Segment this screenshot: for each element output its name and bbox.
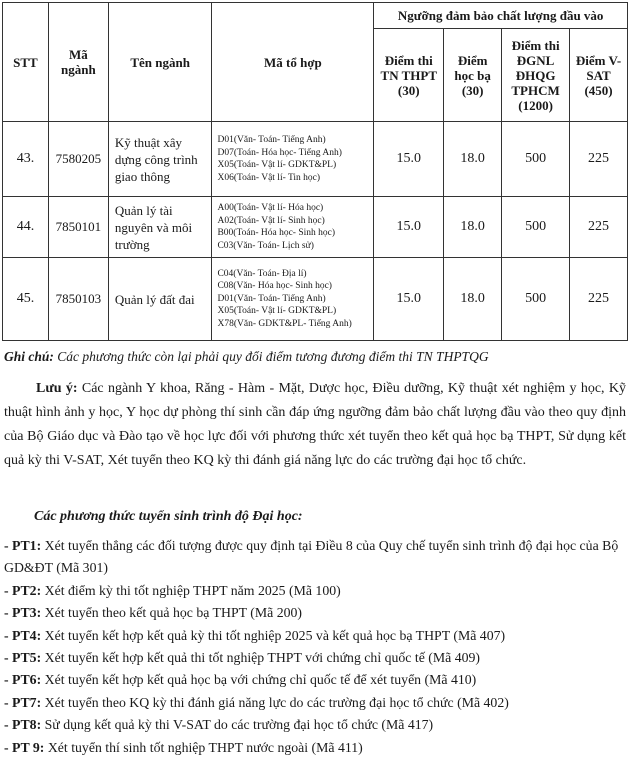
row-stt: 43.	[3, 122, 49, 197]
row-diem-dgnl: 500	[502, 258, 570, 341]
list-item	[4, 692, 630, 714]
table-row	[3, 122, 628, 197]
row-diem-tn: 15.0	[374, 122, 444, 197]
row-ma-nganh: 7850101	[48, 197, 108, 258]
method-text: Xét tuyển kết hợp kết quả kỳ thi tốt nghiệp 2025 và kết quả học bạ THPT (Mã 407)	[41, 627, 506, 643]
row-diem-vsat: 225	[570, 197, 628, 258]
method-text: Xét tuyển thí sinh tốt nghiệp THPT nước ngoài (Mã 411)	[44, 739, 363, 755]
combo-item: B00(Toán- Hóa học- Sinh học)	[217, 228, 335, 238]
header-ma-to-hop: Mã tổ hợp	[212, 3, 374, 122]
row-diem-tn: 15.0	[374, 197, 444, 258]
method-text: Xét tuyển theo kết quả học bạ THPT (Mã 200)	[41, 605, 302, 621]
luu-y-label: Lưu ý:	[36, 381, 78, 396]
header-diem-hoc-ba: Điểm học bạ (30)	[444, 29, 502, 122]
method-label: - PT7:	[4, 694, 42, 710]
row-diem-hoc-ba: 18.0	[444, 197, 502, 258]
threshold-table	[2, 2, 628, 341]
row-ma-to-hop	[212, 258, 374, 341]
method-text: Xét tuyển theo KQ kỳ thi đánh giá năng lực do các trường đại học tổ chức (Mã 402)	[41, 694, 509, 710]
table-row	[3, 197, 628, 258]
combo-item: C08(Văn- Hóa học- Sinh học)	[217, 281, 332, 292]
row-ten-nganh: Kỹ thuật xây dựng công trình giao thông	[108, 122, 212, 197]
combo-item: A02(Toán- Vật lí- Sinh học)	[217, 215, 325, 226]
combo-item: C04(Văn- Toán- Địa lí)	[217, 268, 307, 279]
combo-item: X06(Toán- Vật lí- Tin học)	[217, 172, 321, 183]
header-ma-nganh: Mã ngành	[48, 3, 108, 122]
combo-item: D01(Văn- Toán- Tiếng Anh)	[217, 293, 326, 304]
list-item	[4, 580, 630, 602]
row-diem-hoc-ba: 18.0	[444, 122, 502, 197]
row-stt: 44.	[3, 197, 49, 258]
row-diem-dgnl: 500	[502, 197, 570, 258]
method-label: - PT4:	[4, 627, 42, 643]
header-group-threshold: Ngưỡng đảm bảo chất lượng đầu vào	[374, 3, 628, 29]
list-item	[4, 737, 630, 759]
method-label: - PT3:	[4, 605, 42, 621]
row-ma-nganh: 7850103	[48, 258, 108, 341]
luu-y-paragraph	[4, 377, 626, 473]
row-ten-nganh: Quản lý đất đai	[108, 258, 212, 341]
method-label: - PT8:	[4, 717, 42, 733]
row-ma-nganh: 7580205	[48, 122, 108, 197]
combo-item: D01(Văn- Toán- Tiếng Anh)	[217, 135, 326, 145]
table-row	[3, 258, 628, 341]
method-text: Xét tuyển kết hợp kết quả thi tốt nghiệp THPT với chứng chỉ quốc tế (Mã 409)	[41, 650, 481, 666]
method-text: Sử dụng kết quả kỳ thi V-SAT do các trường đại học tổ chức (Mã 417)	[41, 717, 434, 733]
note-label: Ghi chú:	[4, 349, 54, 364]
method-label: - PT2:	[4, 582, 42, 598]
combo-item: X78(Văn- GDKT&PL- Tiếng Anh)	[217, 318, 352, 329]
header-stt: STT	[3, 3, 49, 122]
list-item	[4, 647, 630, 669]
note-paragraph	[4, 349, 489, 365]
list-item	[4, 535, 630, 580]
row-ma-to-hop	[212, 197, 374, 258]
header-diem-vsat: Điểm V-SAT (450)	[570, 29, 628, 122]
methods-list	[4, 535, 630, 759]
method-text: Xét tuyển thẳng các đối tượng được quy định tại Điều 8 của Quy chế tuyển sinh trình độ đại học của Bộ GD&ĐT (Mã 301)	[4, 538, 619, 576]
header-diem-dgnl: Điểm thi ĐGNL ĐHQG TPHCM (1200)	[502, 29, 570, 122]
method-text: Xét tuyển kết hợp kết quả học bạ với chứng chỉ quốc tế để xét tuyển (Mã 410)	[41, 672, 477, 688]
row-diem-hoc-ba: 18.0	[444, 258, 502, 341]
method-label: - PT6:	[4, 672, 42, 688]
combo-item: A00(Toán- Vật lí- Hóa học)	[217, 203, 324, 213]
row-diem-dgnl: 500	[502, 122, 570, 197]
combo-item: C03(Văn- Toán- Lịch sử)	[217, 240, 314, 251]
list-item	[4, 669, 630, 691]
row-ma-to-hop	[212, 122, 374, 197]
header-ten-nganh: Tên ngành	[108, 3, 212, 122]
list-item	[4, 714, 630, 736]
luu-y-text: Các ngành Y khoa, Răng - Hàm - Mặt, Dược học, Điều dưỡng, Kỹ thuật xét nghiệm y học, Kỹ thuật hình ảnh y học, Y học dự phòng thí sinh cần đáp ứng ngưỡng đảm bảo chất lượng đầu vào theo quy định của Bộ Giáo dục và Đào tạo về học lực đối với phương thức xét tuyển theo kết quả học bạ THPT, Sử dụng kết quả kỳ thi V-SAT, Xét tuyển theo KQ kỳ thi đánh giá năng lực do các trường đại học tổ chức.	[4, 381, 626, 468]
method-label: - PT 9:	[4, 739, 45, 755]
row-diem-tn: 15.0	[374, 258, 444, 341]
row-diem-vsat: 225	[570, 258, 628, 341]
combo-item: D07(Toán- Hóa học- Tiếng Anh)	[217, 147, 342, 158]
methods-title: Các phương thức tuyển sinh trình độ Đại học:	[34, 509, 303, 524]
combo-item: X05(Toán- Vật lí- GDKT&PL)	[217, 306, 337, 317]
header-diem-tn: Điểm thi TN THPT (30)	[374, 29, 444, 122]
list-item	[4, 602, 630, 624]
method-label: - PT1:	[4, 538, 42, 553]
note-text: Các phương thức còn lại phải quy đổi điểm tương đương điểm thi TN THPTQG	[53, 349, 489, 364]
combo-item: X05(Toán- Vật lí- GDKT&PL)	[217, 160, 337, 170]
method-label: - PT5:	[4, 650, 42, 666]
list-item	[4, 625, 630, 647]
row-ten-nganh: Quản lý tài nguyên và môi trường	[108, 197, 212, 258]
row-stt: 45.	[3, 258, 49, 341]
row-diem-vsat: 225	[570, 122, 628, 197]
method-text: Xét điểm kỳ thi tốt nghiệp THPT năm 2025 (Mã 100)	[41, 582, 341, 598]
